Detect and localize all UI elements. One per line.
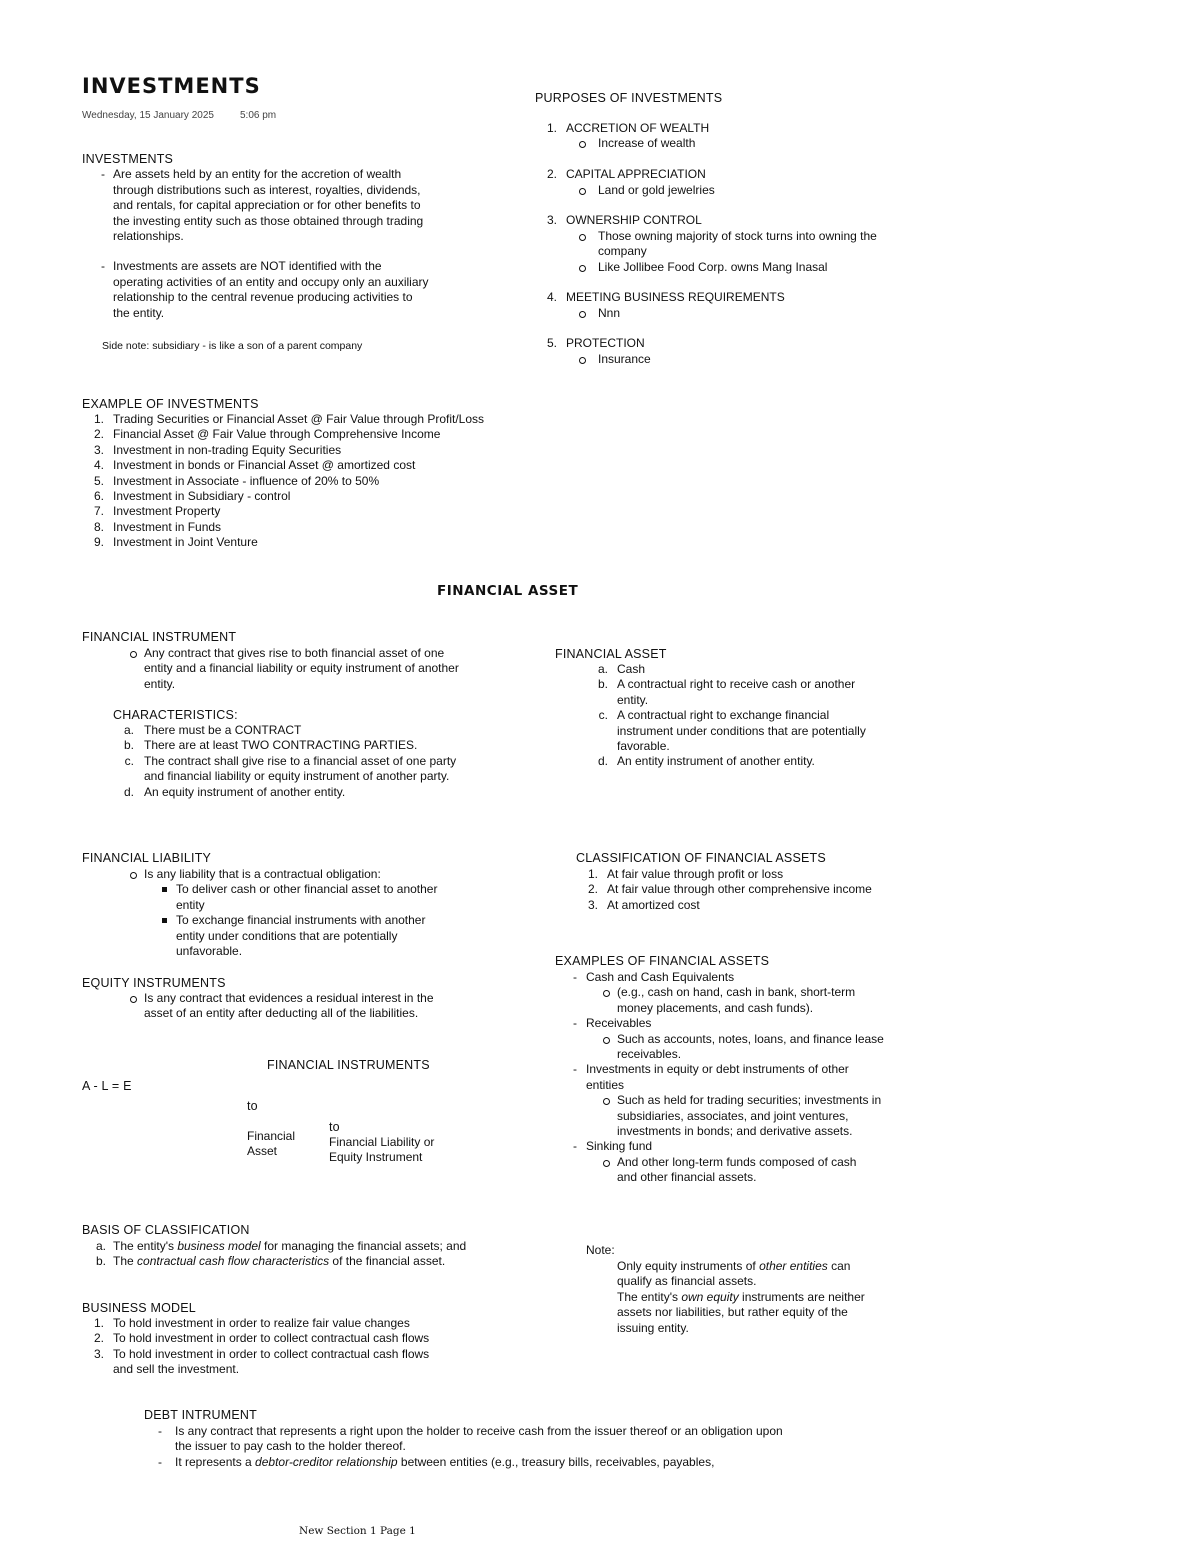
debt-heading: DEBT INTRUMENT [144,1408,257,1422]
fl-def-text: Is any liability that is a contractual obligation: [144,867,381,881]
purpose-item: 5. PROTECTION [546,336,645,351]
page-title: INVESTMENTS [82,74,261,98]
classification-item-text: At fair value through other comprehensive income [607,882,872,897]
fa-example-label: - Investments in equity or debt instruments of other [573,1062,849,1077]
purpose-sub [535,352,935,367]
diagram-to-2: to [329,1120,340,1134]
characteristic-item: a. There must be a CONTRACT [123,723,302,737]
purpose-sub [535,306,935,321]
fa-example-label-text: Investments in equity or debt instruments of other [586,1062,849,1077]
fa-examples-heading: EXAMPLES OF FINANCIAL ASSETS [555,954,770,968]
purpose-item-text: MEETING BUSINESS REQUIREMENTS [566,290,785,305]
financial-asset-list [555,662,935,770]
characteristic-item [82,769,522,784]
example-item: 1. Trading Securities or Financial Asset @ Fair Value through Profit/Loss [93,412,485,426]
fa-example-sub-text: Such as held for trading securities; investments in [617,1093,882,1108]
debt-b1-line-2: the issuer to pay cash to the holder thereof. [175,1439,406,1454]
financial-asset-item-text: A contractual right to receive cash or another [617,677,856,692]
purpose-sub-text: Land or gold jewelries [598,182,715,197]
investments-bullet-1 [82,167,542,244]
investments-b2-line: - Investments are assets are NOT identified with the [101,259,382,274]
investments-b2-line-text: operating activities of an entity and occupy only an auxiliary [113,274,429,289]
fa-examples-list [555,970,955,1185]
fa-example-sub-text: money placements, and cash funds). [617,1000,814,1015]
characteristic-item: b. There are at least TWO CONTRACTING PARTIES. [123,738,418,753]
example-item: 3. Investment in non-trading Equity Securities [93,442,342,457]
fl-sub-line [82,944,522,959]
business-model-item [82,1362,552,1377]
fa-example-sub [555,1109,955,1124]
fa-example-sub [555,1001,955,1016]
purpose-sub-text: Insurance [598,351,651,366]
investments-b1-line [82,183,542,198]
diagram-fl-line-2: Equity Instrument [329,1150,423,1165]
fa-example-sub [555,1047,955,1062]
characteristic-item-text: and financial liability or equity instrument of another party. [144,769,450,784]
financial-liability-body [82,867,522,959]
financial-asset-item-text: Cash [617,662,646,676]
example-item-text: Investment in Joint Venture [113,535,258,550]
diagram-title: FINANCIAL INSTRUMENTS [267,1058,430,1072]
hollow-bullet-icon [130,872,137,879]
debt-body: - Is any contract that represents a right upon the holder to receive cash from the issuer thereof or an obligation upon the issuer to pay cash to the holder thereof. - It represents a debtor-creditor relationship between entities (e.g., treasury bills, receivables, payables, [158,1424,783,1469]
examples-heading: EXAMPLE OF INVESTMENTS [82,397,259,411]
business-model-item-text: To hold investment in order to realize fair value changes [113,1316,410,1330]
investments-b2-line-text: Investments are assets are NOT identified with the [113,259,382,274]
classification-item-text: At amortized cost [607,897,700,912]
basis-list [82,1239,552,1270]
purpose-item: 2. CAPITAL APPRECIATION [546,167,706,182]
example-item: 7. Investment Property [93,504,221,519]
hollow-bullet-icon [603,1037,610,1044]
diagram-fa-line-1: Financial [247,1129,296,1143]
business-model-item: 2. To hold investment in order to collect contractual cash flows [93,1331,430,1346]
classification-item-text: At fair value through profit or loss [607,867,784,881]
page-time: 5:06 pm [240,110,277,121]
purpose-sub [535,244,935,259]
purpose-item: 4. MEETING BUSINESS REQUIREMENTS [546,290,785,305]
basis-item-a: a. The entity's business model for managing the financial assets; and [95,1239,467,1253]
hollow-bullet-icon [579,311,586,318]
investments-b2-line [82,306,542,321]
fa-example-sub-text: (e.g., cash on hand, cash in bank, short-term [617,985,856,1000]
equity-def-line-text: asset of an entity after deducting all of the liabilities. [144,1006,419,1021]
fl-sub-line-text: To exchange financial instruments with another [176,913,426,928]
characteristic-item: c. The contract shall give rise to a financial asset of one party [124,753,457,768]
note-body: Only equity instruments of other entities can qualify as financial assets. The entity's own equity instruments are neither assets nor liabilities, but rather equity of the issuing entity. [617,1259,865,1335]
investments-block [82,152,542,321]
basis-item-b: b. The contractual cash flow characteristics of the financial asset. [95,1254,446,1269]
purpose-item-text: PROTECTION [566,336,645,351]
hollow-bullet-icon [603,990,610,997]
investments-b1-line-text: relationships. [113,228,184,243]
diagram-financial-asset [247,1129,295,1160]
hollow-bullet-icon [579,265,586,272]
fa-example-sub-text: receivables. [617,1046,682,1061]
hollow-bullet-icon [579,188,586,195]
financial-asset-item [555,693,935,708]
characteristic-item: d. An equity instrument of another entity. [123,784,346,799]
fa-example-sub-text: And other long-term funds composed of cash [617,1154,857,1169]
fa-example-label-text: Sinking fund [586,1139,653,1154]
fa-example-label: - Receivables [573,1016,652,1031]
equity-instruments-heading: EQUITY INSTRUMENTS [82,976,226,990]
financial-asset-item-text: instrument under conditions that are potentially [617,723,866,738]
business-model-item-text: To hold investment in order to collect contractual cash flows [113,1346,430,1361]
financial-asset-item: d. An entity instrument of another entity. [597,754,815,769]
diagram-financial-liability [329,1135,434,1166]
diagram-fl-line-1: Financial Liability or [329,1135,435,1149]
financial-asset-item: c. A contractual right to exchange financial [598,708,830,723]
example-item: 9. Investment in Joint Venture [93,535,258,550]
financial-instrument-def [82,646,522,692]
examples-list [82,412,562,551]
financial-asset-item-text: A contractual right to exchange financial [617,708,830,723]
hollow-bullet-icon [130,651,137,658]
diagram-fa-line-2: Asset [247,1144,278,1159]
fa-example-label-text: Receivables [586,1016,652,1031]
purpose-sub [535,260,935,275]
page-date: Wednesday, 15 January 2025 [82,110,214,121]
purpose-sub [535,229,935,244]
example-item: 5. Investment in Associate - influence of 20% to 50% [93,473,380,488]
financial-asset-item-text: favorable. [617,738,670,753]
hollow-bullet-icon [603,1098,610,1105]
equity-def-line [82,1006,522,1021]
hollow-bullet-icon [130,996,137,1003]
characteristic-item-text: There are at least TWO CONTRACTING PARTIES. [144,738,418,753]
business-model-list [82,1316,552,1378]
example-item: 4. Investment in bonds or Financial Asset @ amortized cost [93,458,416,473]
example-item: 2. Financial Asset @ Fair Value through Comprehensive Income [93,427,441,442]
financial-asset-item [555,739,935,754]
hollow-bullet-icon [579,357,586,364]
fa-example-sub [555,1124,955,1139]
purpose-sub-text: Like Jollibee Food Corp. owns Mang Inasal [598,259,828,274]
business-model-heading: BUSINESS MODEL [82,1301,196,1315]
investments-b1-line [82,214,542,229]
classification-item: 2. At fair value through other comprehensive income [587,882,872,897]
purpose-sub-text: Those owning majority of stock turns into owning the [598,228,877,243]
square-bullet-icon [162,887,167,892]
example-item-text: Investment in Associate - influence of 20% to 50% [113,473,380,488]
hollow-bullet-icon [603,1160,610,1167]
investments-b1-line: - Are assets held by an entity for the accretion of wealth [101,167,402,182]
purpose-sub-text: company [598,244,647,259]
characteristics-heading: CHARACTERISTICS: [113,708,238,722]
investments-b2-line-text: relationship to the central revenue producing activities to [113,290,413,305]
purpose-sub [535,136,935,151]
example-item-text: Investment in Funds [113,519,222,534]
side-note: Side note: subsidiary - is like a son of a parent company [102,340,363,352]
fl-sub-line-text: entity under conditions that are potentially [176,928,398,943]
example-item: 6. Investment in Subsidiary - control [93,488,291,503]
classification-list [576,867,936,913]
equity-instruments-body [82,991,522,1022]
investments-b2-line [82,275,542,290]
investments-b1-line-text: through distributions such as interest, royalties, dividends, [113,182,421,197]
fa-example-sub [555,1093,955,1108]
characteristic-item-text: There must be a CONTRACT [144,723,302,737]
business-model-item: 3. To hold investment in order to collect contractual cash flows [93,1346,430,1361]
purpose-item-text: ACCRETION OF WEALTH [566,121,710,135]
fa-example-label: - Cash and Cash Equivalents [573,970,735,984]
example-item-text: Investment in non-trading Equity Securities [113,442,342,457]
financial-asset-item: a. Cash [597,662,646,676]
fa-example-sub-text: Such as accounts, notes, loans, and finance lease [617,1031,884,1046]
investments-b2-line [82,290,542,305]
purposes-list [535,121,935,383]
classification-heading: CLASSIFICATION OF FINANCIAL ASSETS [576,851,826,865]
fi-def-line [82,646,522,661]
fi-def-line-text: Any contract that gives rise to both financial asset of one [144,646,445,660]
purpose-item-text: CAPITAL APPRECIATION [566,167,706,182]
characteristics-list [82,723,522,800]
investments-b1-line [82,198,542,213]
fl-sub-line [82,929,522,944]
fi-def-line [82,661,522,676]
fi-def-line-text: entity. [144,676,176,691]
example-item-text: Trading Securities or Financial Asset @ Fair Value through Profit/Loss [113,412,485,426]
fl-sub-line [82,913,522,928]
section-title: FINANCIAL ASSET [437,583,579,599]
hollow-bullet-icon [579,141,586,148]
fa-example-sub [555,985,955,1000]
example-item-text: Investment Property [113,504,221,519]
financial-asset-item-text: entity. [617,692,649,707]
investments-b1-line [82,229,542,244]
investments-b1-line-text: and rentals, for capital appreciation or for other benefits to [113,198,421,213]
financial-asset-item-text: An entity instrument of another entity. [617,754,815,769]
fa-example-label-text: Cash and Cash Equivalents [586,970,735,984]
fl-sub-line [82,898,522,913]
purpose-item: 1. ACCRETION OF WEALTH [546,121,710,135]
fl-sub-line-text: unfavorable. [176,943,243,958]
equation: A - L = E [82,1079,132,1093]
purpose-item-text: OWNERSHIP CONTROL [566,213,702,228]
investments-heading: INVESTMENTS [82,152,174,166]
example-item-text: Investment in bonds or Financial Asset @ amortized cost [113,458,416,473]
basis-heading: BASIS OF CLASSIFICATION [82,1223,250,1237]
fi-def-line [82,677,522,692]
investments-b1-line-text: Are assets held by an entity for the accretion of wealth [113,167,402,182]
classification-item: 3. At amortized cost [587,897,700,912]
financial-asset-item: b. A contractual right to receive cash or another [597,677,856,692]
fl-def [82,867,522,882]
debt-b1-line-1: Is any contract that represents a right upon the holder to receive cash from the issuer thereof or an obligation upon [175,1424,783,1438]
purpose-sub-text: Increase of wealth [598,136,696,151]
financial-instrument-heading: FINANCIAL INSTRUMENT [82,630,237,644]
hollow-bullet-icon [579,234,586,241]
example-item-text: Investment in Subsidiary - control [113,488,291,503]
investments-b1-line-text: the investing entity such as those obtained through trading [113,213,424,228]
investments-b2-line-text: the entity. [113,305,165,320]
purpose-sub [535,183,935,198]
classification-item: 1. At fair value through profit or loss [587,867,784,881]
investments-bullet-2 [82,259,542,321]
note-label: Note: [586,1243,615,1257]
page-footer: New Section 1 Page 1 [299,1525,416,1537]
fa-example-sub [555,1155,955,1170]
business-model-item-text: and sell the investment. [113,1362,240,1377]
fl-sub-line-text: entity [176,897,205,912]
debt-b2: It represents a debtor-creditor relationship between entities (e.g., treasury bills, receivables, payables, [175,1454,715,1469]
characteristic-item-text: An equity instrument of another entity. [144,784,346,799]
fl-sub-line-text: To deliver cash or other financial asset to another [176,882,438,897]
business-model-item-text: To hold investment in order to collect contractual cash flows [113,1331,430,1346]
characteristic-item-text: The contract shall give rise to a financial asset of one party [144,753,457,768]
fa-example-label-text: entities [586,1077,625,1092]
fa-example-label [555,1078,955,1093]
financial-liability-heading: FINANCIAL LIABILITY [82,851,212,865]
financial-asset-heading: FINANCIAL ASSET [555,647,667,661]
fa-example-sub-text: and other financial assets. [617,1170,757,1185]
fa-example-label: - Sinking fund [573,1139,653,1154]
fa-example-sub-text: subsidiaries, associates, and joint ventures, [617,1108,849,1123]
business-model-item: 1. To hold investment in order to realize fair value changes [93,1316,410,1330]
fi-def-line-text: entity and a financial liability or equity instrument of another [144,661,459,676]
fa-example-sub [555,1032,955,1047]
purpose-item: 3. OWNERSHIP CONTROL [546,213,702,228]
fa-example-sub-text: investments in bonds; and derivative assets. [617,1123,853,1138]
purposes-heading: PURPOSES OF INVESTMENTS [535,91,723,105]
square-bullet-icon [162,918,167,923]
equity-def-line [82,991,522,1006]
diagram-to-1: to [247,1099,258,1113]
equity-def-line-text: Is any contract that evidences a residual interest in the [144,991,434,1005]
fa-example-sub [555,1170,955,1185]
example-item: 8. Investment in Funds [93,519,222,534]
example-item-text: Financial Asset @ Fair Value through Comprehensive Income [113,427,441,442]
purpose-sub-text: Nnn [598,305,621,320]
fl-sub-line [82,882,522,897]
financial-asset-item [555,724,935,739]
